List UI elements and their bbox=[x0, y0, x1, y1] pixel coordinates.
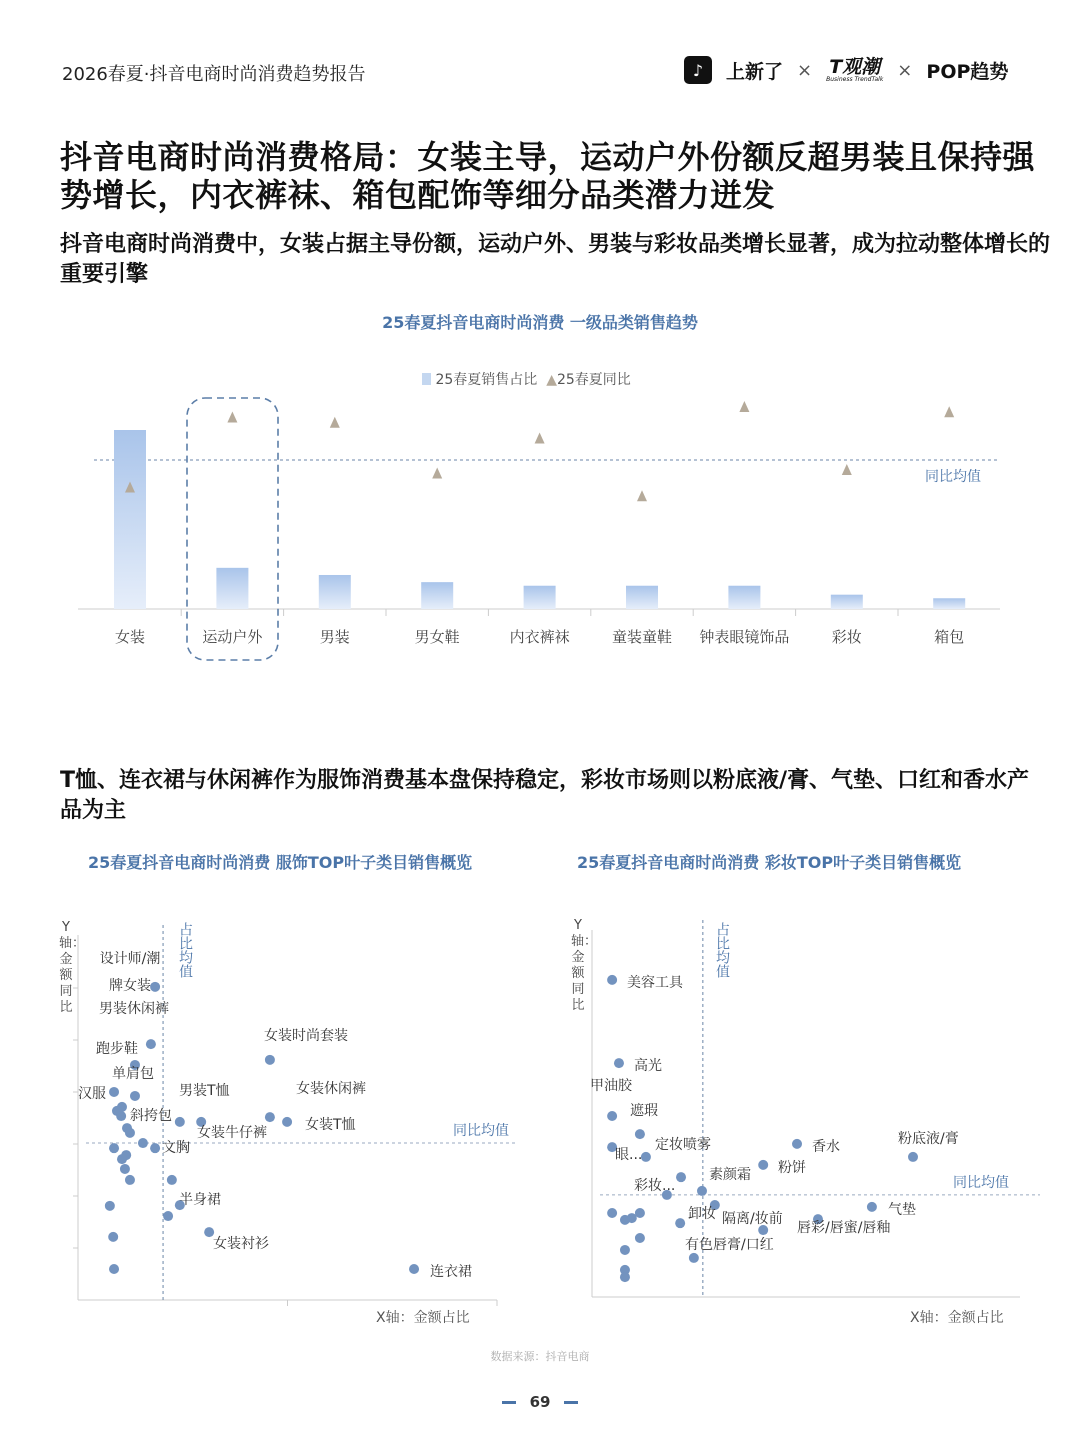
y-mean-label: 同比均值 bbox=[453, 1123, 509, 1139]
point-label: 跑步鞋 bbox=[96, 1041, 138, 1057]
point-label: 半身裙 bbox=[179, 1192, 221, 1208]
yoy-mean-label: 同比均值 bbox=[925, 469, 981, 485]
x-mean-label: 占比均值 bbox=[714, 922, 730, 978]
scatter-point bbox=[758, 1160, 768, 1170]
category-label: 男女鞋 bbox=[414, 628, 460, 646]
scatter-point bbox=[697, 1186, 707, 1196]
scatter-point bbox=[109, 1087, 119, 1097]
point-label: 彩妆... bbox=[634, 1178, 676, 1194]
point-label: 粉底液/膏 bbox=[898, 1131, 959, 1147]
point-label: 香水 bbox=[812, 1139, 840, 1155]
scatter-point bbox=[125, 1175, 135, 1185]
point-label: 设计师/潮牌女装 bbox=[99, 951, 161, 994]
scatter-point bbox=[163, 1211, 173, 1221]
scatter-point bbox=[146, 1039, 156, 1049]
scatter-point bbox=[867, 1202, 877, 1212]
scatter-point bbox=[108, 1232, 118, 1242]
category-label: 男装 bbox=[319, 628, 350, 646]
scatter-point bbox=[676, 1172, 686, 1182]
scatter-point bbox=[607, 975, 617, 985]
scatter-point bbox=[620, 1245, 630, 1255]
point-label: 甲油胶 bbox=[590, 1078, 632, 1094]
logo-shangxinle: 上新了 bbox=[726, 60, 784, 83]
scatter-point bbox=[109, 1264, 119, 1274]
scatter-point bbox=[117, 1154, 127, 1164]
scatter-point bbox=[138, 1138, 148, 1148]
scatter-point bbox=[265, 1055, 275, 1065]
legend-triangle-icon: ▲ bbox=[546, 372, 557, 388]
bar-chart-title: 25春夏抖音电商时尚消费 一级品类销售趋势 bbox=[382, 313, 698, 332]
scatter-point bbox=[125, 1128, 135, 1138]
logo-pop: POP趋势 bbox=[926, 60, 1009, 83]
y-mean-label: 同比均值 bbox=[953, 1175, 1009, 1191]
point-label: 隔离/妆前 bbox=[722, 1211, 783, 1227]
point-label: 有色唇膏/口红 bbox=[685, 1237, 774, 1253]
point-label: 斜挎包 bbox=[130, 1108, 172, 1124]
point-label: 汉服 bbox=[78, 1086, 106, 1102]
point-label: 女装T恤 bbox=[305, 1117, 356, 1133]
category-label: 钟表眼镜饰品 bbox=[699, 628, 790, 646]
scatter-point bbox=[607, 1111, 617, 1121]
scatter-point bbox=[409, 1264, 419, 1274]
point-label: 连衣裙 bbox=[430, 1264, 472, 1280]
scatter-point bbox=[120, 1164, 130, 1174]
point-label: 卸妆 bbox=[688, 1206, 716, 1222]
section2-title: T恤、连衣裙与休闲裤作为服饰消费基本盘保持稳定，彩妆市场则以粉底液/膏、气垫、口红和香水产品为主 bbox=[60, 768, 1030, 823]
point-label: 粉饼 bbox=[778, 1160, 806, 1176]
makeup-chart-title: 25春夏抖音电商时尚消费 彩妆TOP叶子类目销售概览 bbox=[577, 853, 962, 872]
scatter-point bbox=[635, 1233, 645, 1243]
category-label: 彩妆 bbox=[831, 628, 862, 646]
scatter-point bbox=[109, 1143, 119, 1153]
point-label: 高光 bbox=[634, 1058, 662, 1074]
scatter-point bbox=[689, 1253, 699, 1263]
scatter-point bbox=[614, 1058, 624, 1068]
point-label: 遮瑕 bbox=[630, 1103, 658, 1119]
point-label: 素颜霜 bbox=[709, 1167, 751, 1183]
separator: × bbox=[797, 59, 813, 81]
category-label: 运动户外 bbox=[202, 628, 263, 646]
point-label: 女装牛仔裤 bbox=[197, 1125, 267, 1141]
scatter-point bbox=[175, 1117, 185, 1127]
apparel-chart-title: 25春夏抖音电商时尚消费 服饰TOP叶子类目销售概览 bbox=[88, 853, 473, 872]
legend-triangle-label: 25春夏同比 bbox=[556, 372, 631, 388]
scatter-point bbox=[635, 1129, 645, 1139]
point-label: 男装休闲裤 bbox=[99, 1001, 169, 1017]
page-subtitle: 抖音电商时尚消费中，女装占据主导份额，运动户外、男装与彩妆品类增长显著，成为拉动整体增长的重要引擎 bbox=[60, 232, 1051, 287]
scatter-point bbox=[620, 1272, 630, 1282]
point-label: 美容工具 bbox=[627, 975, 683, 991]
scatter-point bbox=[607, 1208, 617, 1218]
scatter-point bbox=[675, 1218, 685, 1228]
scatter-point bbox=[105, 1201, 115, 1211]
report-title: 2026春夏·抖音电商时尚消费趋势报告 bbox=[62, 64, 366, 85]
scatter-point bbox=[167, 1175, 177, 1185]
x-mean-label: 占比均值 bbox=[177, 922, 193, 978]
scatter-point bbox=[116, 1111, 126, 1121]
point-label: 男装T恤 bbox=[179, 1083, 230, 1099]
category-label: 内衣裤袜 bbox=[509, 628, 570, 646]
point-label: 女装衬衫 bbox=[213, 1236, 269, 1252]
separator: × bbox=[897, 59, 913, 81]
page-title: 抖音电商时尚消费格局：女装主导，运动户外份额反超男装且保持强势增长，内衣裤袜、箱包配饰等细分品类潜力迸发 bbox=[60, 138, 1036, 214]
point-label: 女装休闲裤 bbox=[296, 1081, 366, 1097]
page-number: 69 bbox=[0, 1393, 1080, 1411]
category-label: 箱包 bbox=[934, 628, 965, 646]
x-axis-label: X轴：金额占比 bbox=[910, 1310, 1004, 1326]
scatter-point bbox=[130, 1091, 140, 1101]
point-label: 单肩包 bbox=[112, 1066, 154, 1082]
logo-tguanchao: T观潮 Business TrendTalk bbox=[826, 55, 884, 83]
douyin-bag-icon: ♪ bbox=[684, 56, 712, 84]
scatter-point bbox=[265, 1112, 275, 1122]
x-axis-label: X轴：金额占比 bbox=[376, 1310, 470, 1326]
point-label: 气垫 bbox=[888, 1202, 916, 1218]
legend-bar-label: 25春夏销售占比 bbox=[435, 372, 538, 388]
y-axis-label: Y轴：金额同比 bbox=[571, 918, 598, 1013]
scatter-point bbox=[641, 1152, 651, 1162]
point-label: 眼... bbox=[615, 1147, 643, 1163]
point-label: 定妆喷雾 bbox=[655, 1137, 711, 1153]
scatter-point bbox=[792, 1139, 802, 1149]
point-label: 文胸 bbox=[162, 1140, 190, 1156]
scatter-point bbox=[635, 1208, 645, 1218]
y-axis-label: Y轴：金额同比 bbox=[59, 920, 86, 1015]
scatter-point bbox=[150, 1143, 160, 1153]
data-source: 数据来源：抖音电商 bbox=[490, 1350, 590, 1363]
category-label: 女装 bbox=[114, 628, 145, 646]
point-label: 唇彩/唇蜜/唇釉 bbox=[797, 1220, 891, 1236]
scatter-point bbox=[282, 1117, 292, 1127]
category-label: 童装童鞋 bbox=[611, 628, 672, 646]
point-label: 女装时尚套装 bbox=[264, 1028, 348, 1044]
scatter-point bbox=[908, 1152, 918, 1162]
